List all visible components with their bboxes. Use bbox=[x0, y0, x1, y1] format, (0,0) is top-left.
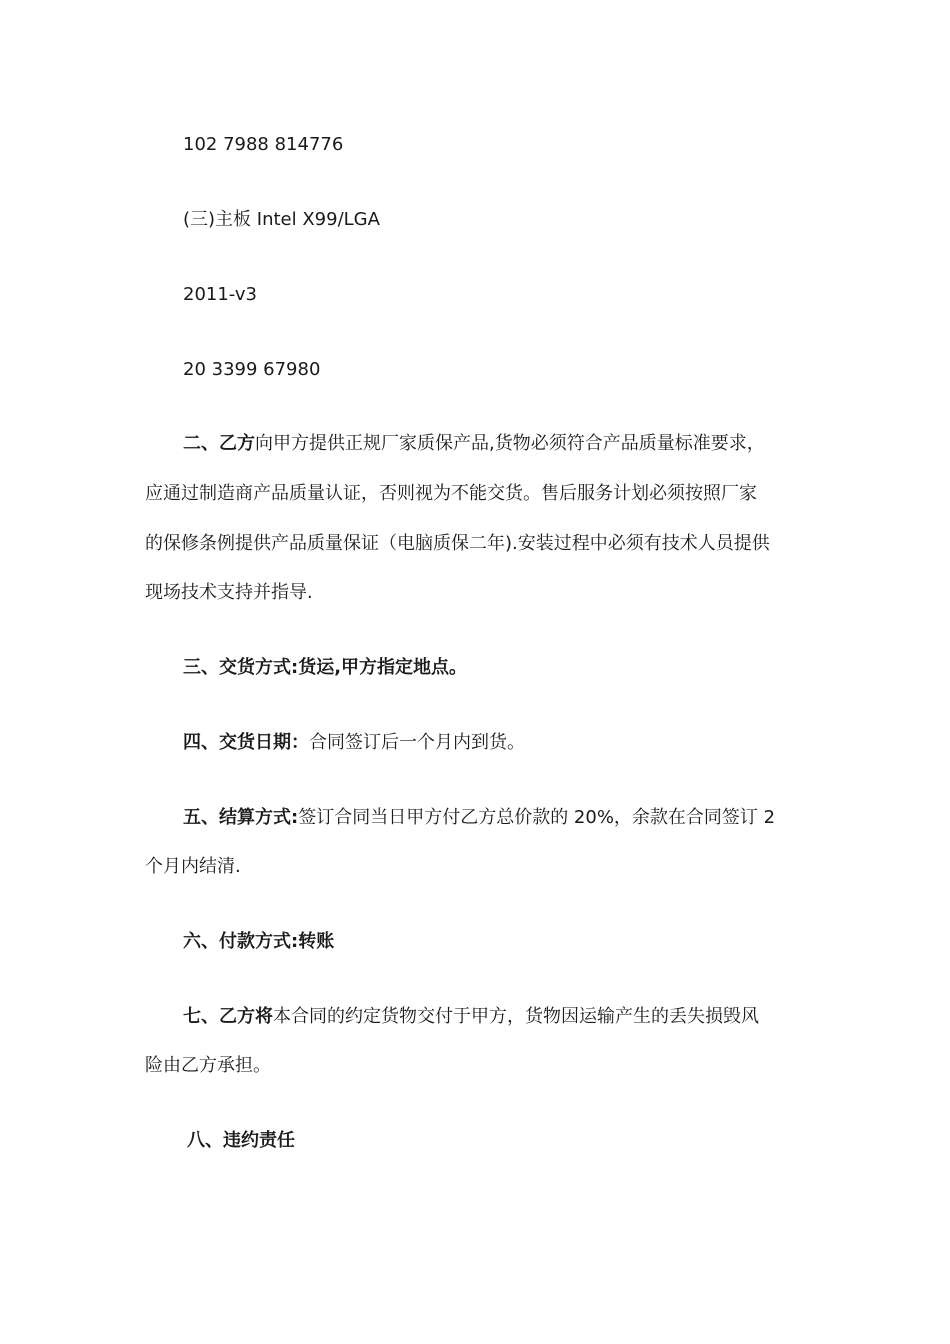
clause-6-heading: 六、付款方式:转账 bbox=[183, 931, 335, 952]
spec-line-2: (三)主板 Intel X99/LGA bbox=[183, 209, 380, 230]
spec-line-3: 2011-v3 bbox=[183, 284, 257, 305]
clause-2-text: 向甲方提供正规厂家质保产品,货物必须符合产品质量标准要求， bbox=[255, 433, 765, 454]
clause-7-line-2: 险由乙方承担。 bbox=[145, 1055, 271, 1076]
clause-7-text: 本合同的约定货物交付于甲方，货物因运输产生的丢失损毁风 bbox=[273, 1006, 759, 1027]
clause-7-heading: 七、乙方将 bbox=[183, 1006, 273, 1027]
clause-4-heading: 四、交货日期： bbox=[183, 732, 309, 753]
clause-2-heading: 二、乙方 bbox=[183, 433, 255, 454]
spec-line-1: 102 7988 814776 bbox=[183, 134, 344, 155]
clause-7-line-1 bbox=[183, 1005, 759, 1029]
clause-5-line-1 bbox=[183, 806, 775, 830]
clause-8 bbox=[187, 1129, 295, 1153]
clause-5-line-2: 个月内结清. bbox=[145, 856, 241, 877]
clause-5-text: 签订合同当日甲方付乙方总价款的 20%，余款在合同签订 2 bbox=[298, 807, 776, 828]
clause-4-text: 合同签订后一个月内到货。 bbox=[309, 732, 525, 753]
clause-4 bbox=[183, 731, 525, 755]
spec-line-4: 20 3399 67980 bbox=[183, 359, 321, 380]
clause-5-heading: 五、结算方式: bbox=[183, 807, 299, 828]
clause-6 bbox=[183, 930, 334, 954]
clause-2-line-2: 应通过制造商产品质量认证，否则视为不能交货。售后服务计划必须按照厂家 bbox=[145, 483, 757, 504]
clause-2-line-3: 的保修条例提供产品质量保证（电脑质保二年).安装过程中必须有技术人员提供 bbox=[145, 533, 770, 554]
clause-3 bbox=[183, 656, 467, 680]
clause-3-heading: 三、交货方式:货运,甲方指定地点。 bbox=[183, 657, 468, 678]
clause-2-line-4: 现场技术支持并指导. bbox=[145, 582, 313, 603]
clause-8-heading: 八、违约责任 bbox=[187, 1130, 295, 1151]
clause-2-line-1 bbox=[183, 432, 765, 456]
